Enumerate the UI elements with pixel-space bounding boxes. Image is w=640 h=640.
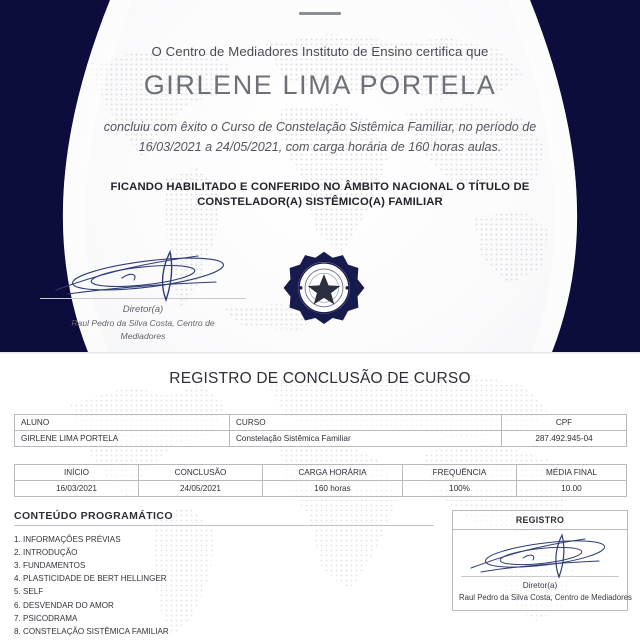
record-content xyxy=(0,354,640,640)
record-panel xyxy=(0,354,640,640)
star-seal-icon xyxy=(281,250,367,336)
completion-paragraph xyxy=(90,118,550,157)
registro-body xyxy=(453,530,632,610)
signature-name-line1: Raul Pedro da Silva Costa, Centro de xyxy=(71,317,215,328)
signature-name-line2: Mediadores xyxy=(120,330,166,341)
cell-conclusao: 24/05/2021 xyxy=(139,481,263,497)
list-item: 5. SELF xyxy=(14,587,44,597)
list-item: 6. DESVENDAR DO AMOR xyxy=(14,600,114,610)
certifies-line: O Centro de Mediadores Instituto de Ensino certifica que xyxy=(151,44,489,59)
handwritten-signature-icon xyxy=(48,248,238,304)
list-item: 3. FUNDAMENTOS xyxy=(14,561,86,571)
header-frequencia: FREQUÊNCIA xyxy=(403,465,517,481)
syllabus-heading: CONTEÚDO PROGRAMÁTICO xyxy=(14,510,434,526)
registro-role: Diretor(a) xyxy=(522,581,558,590)
cell-media-final: 10.00 xyxy=(517,481,627,497)
table-row-header xyxy=(15,415,627,431)
header-carga-horaria: CARGA HORÁRIA xyxy=(263,465,403,481)
registro-heading: REGISTRO xyxy=(453,511,627,530)
cell-aluno: GIRLENE LIMA PORTELA xyxy=(15,431,230,447)
cell-inicio: 16/03/2021 xyxy=(15,481,139,497)
list-item: 8. CONSTELAÇÃO SISTÊMICA FAMILIAR xyxy=(14,626,169,636)
completion-paragraph-line2: 16/03/2021 a 24/05/2021, com carga horária de 160 horas aulas. xyxy=(138,139,502,154)
signature-role: Diretor(a) xyxy=(122,304,164,315)
dates-table xyxy=(14,464,627,497)
header-conclusao: CONCLUSÃO xyxy=(139,465,263,481)
cell-cpf: 287.492.945-04 xyxy=(502,431,627,447)
completion-paragraph-line1: concluiu com êxito o Curso de Constelação Sistêmica Familiar, no período de xyxy=(103,120,537,134)
signature-rule xyxy=(40,298,246,299)
registro-name: Raul Pedro da Silva Costa, Centro de Mediadores xyxy=(459,593,632,603)
cell-curso: Constelação Sistêmica Familiar xyxy=(230,431,502,447)
table-row xyxy=(15,481,627,497)
awarded-title-line1: FICANDO HABILITADO E CONFERIDO NO ÂMBITO NACIONAL O TÍTULO DE xyxy=(110,181,530,193)
top-rule-decoration xyxy=(299,12,341,15)
list-item: 7. PSICODRAMA xyxy=(14,613,78,623)
cell-carga-horaria: 160 horas xyxy=(263,481,403,497)
list-item: 4. PLASTICIDADE DE BERT HELLINGER xyxy=(14,574,167,584)
list-item: 1. INFORMAÇÕES PRÉVIAS xyxy=(14,535,121,544)
registro-box xyxy=(452,510,632,611)
awarded-title xyxy=(100,180,540,210)
header-curso: CURSO xyxy=(230,415,502,431)
handwritten-signature-icon xyxy=(465,532,615,580)
student-table xyxy=(14,414,627,447)
signature-rule xyxy=(461,576,619,577)
cell-frequencia: 100% xyxy=(403,481,517,497)
header-media-final: MÉDIA FINAL xyxy=(517,465,627,481)
header-cpf: CPF xyxy=(502,415,627,431)
syllabus-list xyxy=(14,533,434,638)
student-name: GIRLENE LIMA PORTELA xyxy=(143,70,497,100)
table-row xyxy=(15,431,627,447)
awarded-title-line2: CONSTELADOR(A) SISTÊMICO(A) FAMILIAR xyxy=(197,195,443,208)
header-inicio: INÍCIO xyxy=(15,465,139,481)
table-row-header xyxy=(15,465,627,481)
director-signature-block xyxy=(28,248,258,343)
syllabus-section xyxy=(14,510,434,638)
list-item: 2. INTRODUÇÃO xyxy=(14,548,78,558)
record-title: REGISTRO DE CONCLUSÃO DE CURSO xyxy=(169,370,471,387)
header-aluno: ALUNO xyxy=(15,415,230,431)
